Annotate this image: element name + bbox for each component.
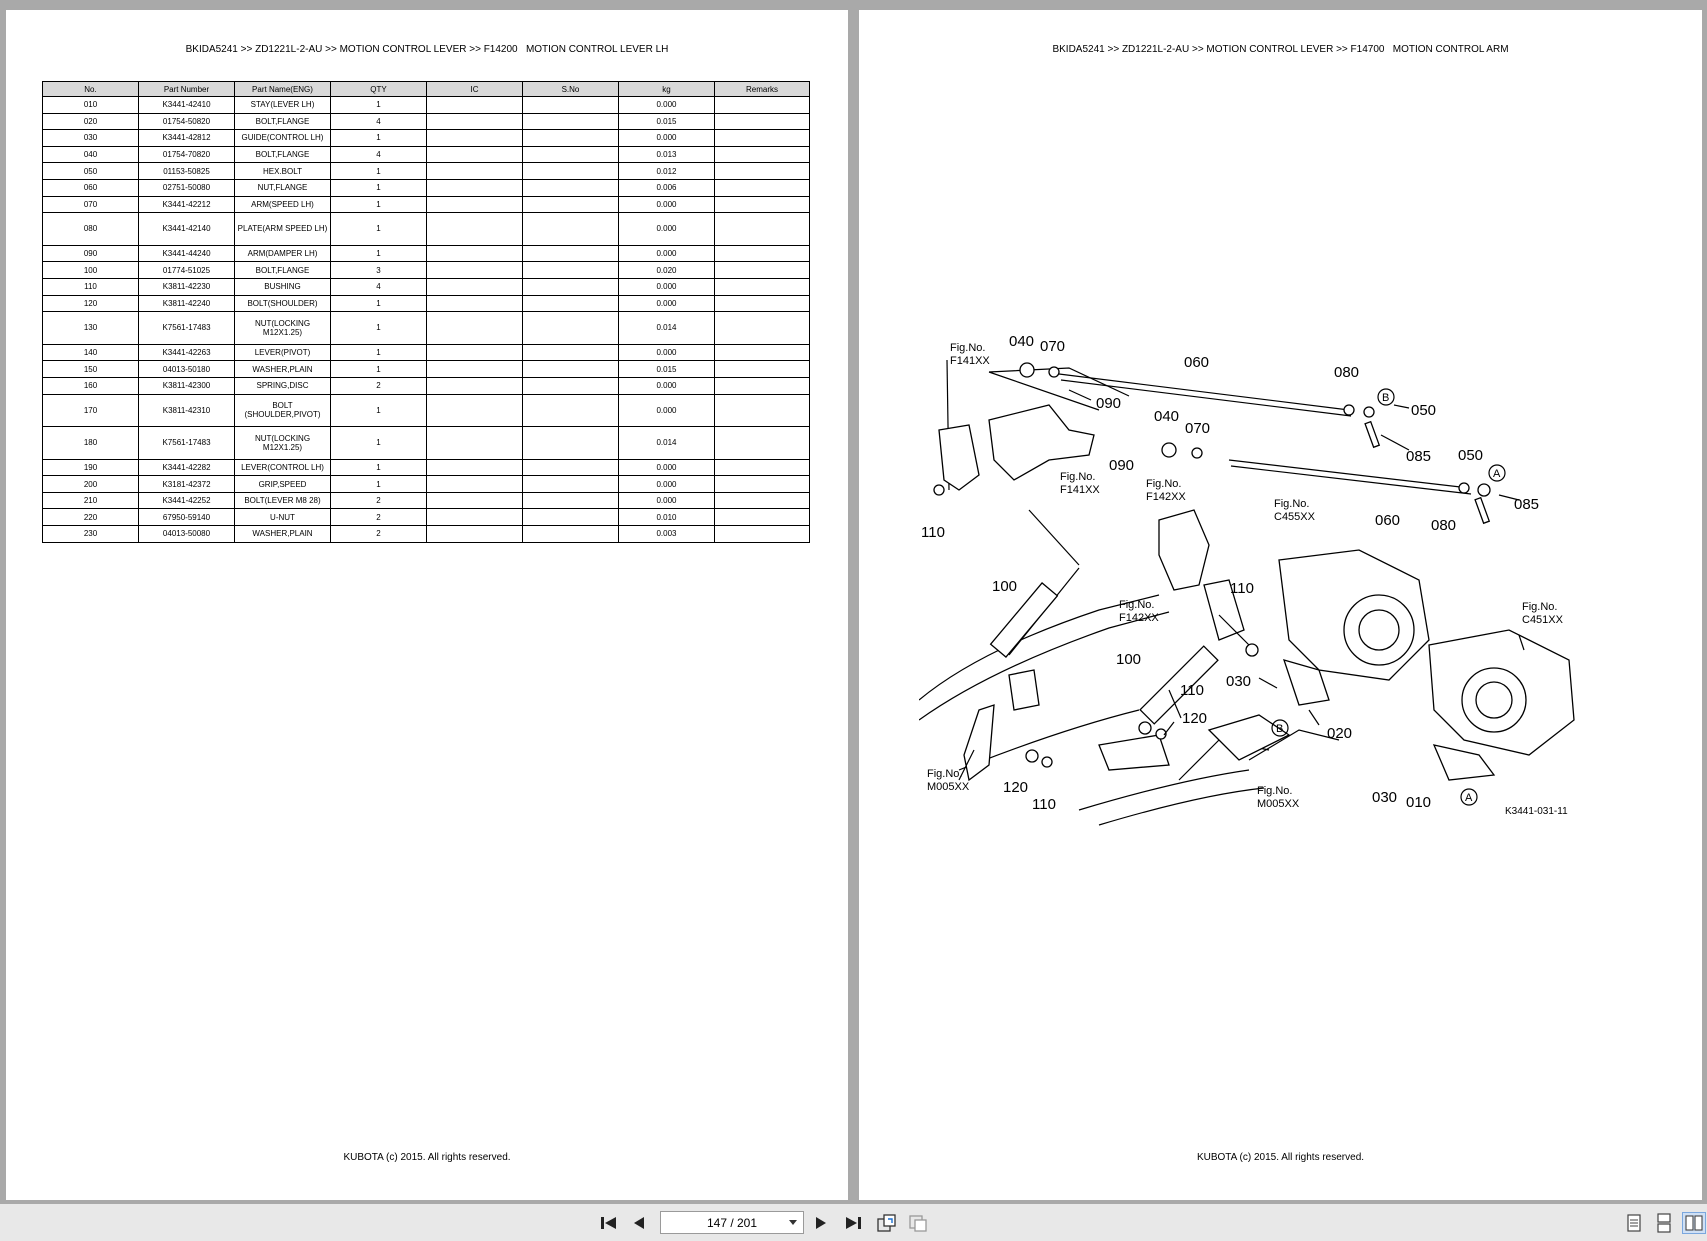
cell-remarks [715,213,810,246]
rotate-icon[interactable] [875,1212,897,1234]
right-breadcrumb: BKIDA5241 >> ZD1221L-2-AU >> MOTION CONTROL LEVER >> F14700 MOTION CONTROL ARM [1052,44,1509,55]
table-row [43,344,810,361]
cell-ic [427,377,523,394]
fig-ref-5-line1: Fig.No. [1119,599,1155,611]
table-row [43,492,810,509]
cell-ic [427,146,523,163]
cell-sno [523,213,619,246]
table-row [43,130,810,147]
cell-no: 220 [43,509,139,526]
left-page [6,10,848,1200]
cell-part-number: K3441-42263 [139,344,235,361]
cell-remarks [715,278,810,295]
table-row [43,97,810,114]
cell-kg: 0.000 [619,295,715,312]
fig-ref-4-line1: Fig.No. [1274,498,1310,510]
fig-ref-6-line1: Fig.No. [1522,601,1558,613]
cell-part-number: 02751-50080 [139,179,235,196]
label-090: 090 [1096,395,1122,412]
cell-qty: 1 [331,97,427,114]
cell-part-number: K3441-42812 [139,130,235,147]
single-page-icon[interactable] [1623,1212,1645,1234]
parts-table [42,81,810,543]
cell-qty: 1 [331,196,427,213]
cell-part-name: SPRING,DISC [235,377,331,394]
cell-kg: 0.012 [619,163,715,180]
table-row [43,459,810,476]
page-indicator: 147 / 201 [706,1215,758,1230]
cell-qty: 2 [331,492,427,509]
cell-ic [427,130,523,147]
cell-part-number: K3441-42410 [139,97,235,114]
fig-ref-1-line2: F141XX [950,355,990,367]
first-page-icon[interactable] [598,1212,620,1234]
table-row [43,179,810,196]
cell-sno [523,526,619,543]
label-090b: 090 [1109,457,1135,474]
cell-remarks [715,492,810,509]
cell-qty: 1 [331,295,427,312]
cell-sno [523,146,619,163]
cell-ic [427,113,523,130]
cell-sno [523,163,619,180]
cell-ic [427,361,523,378]
cell-part-number: 01754-50820 [139,113,235,130]
cell-qty: 2 [331,526,427,543]
cell-part-number: 01153-50825 [139,163,235,180]
cell-kg: 0.000 [619,97,715,114]
cell-kg: 0.000 [619,344,715,361]
cell-remarks [715,163,810,180]
cell-no: 160 [43,377,139,394]
cell-ic [427,196,523,213]
table-row [43,476,810,493]
transmission-units [1279,550,1574,755]
header-part-number: Part Number [139,82,235,97]
cell-kg: 0.000 [619,245,715,262]
cell-kg: 0.015 [619,113,715,130]
cell-remarks [715,196,810,213]
cell-ic [427,179,523,196]
label-060b: 060 [1375,512,1401,529]
cell-remarks [715,459,810,476]
table-row [43,377,810,394]
cell-remarks [715,526,810,543]
table-row [43,163,810,180]
cell-sno [523,427,619,460]
cell-no: 200 [43,476,139,493]
cell-ic [427,427,523,460]
cell-remarks [715,245,810,262]
cell-remarks [715,130,810,147]
cell-sno [523,262,619,279]
cell-sno [523,179,619,196]
cell-part-name: LEVER(CONTROL LH) [235,459,331,476]
cell-kg: 0.000 [619,476,715,493]
fig-ref-6-line2: C451XX [1522,614,1563,626]
cell-sno [523,278,619,295]
cell-qty: 4 [331,278,427,295]
fig-ref-3-line1: Fig.No. [1146,478,1182,490]
cell-qty: 3 [331,262,427,279]
label-100b: 100 [1116,651,1142,668]
cell-part-name: ARM(SPEED LH) [235,196,331,213]
label-050b: 050 [1458,447,1484,464]
label-120b: 120 [1003,779,1029,796]
table-row [43,262,810,279]
left-footer: KUBOTA (c) 2015. All rights reserved. [343,1152,511,1163]
cell-sno [523,361,619,378]
cell-qty: 1 [331,312,427,345]
cell-ic [427,295,523,312]
cell-ic [427,312,523,345]
chevron-down-icon[interactable] [789,1220,797,1225]
header-sno: S.No [523,82,619,97]
continuous-page-icon[interactable] [1653,1212,1675,1234]
cell-part-name: BOLT (SHOULDER,PIVOT) [235,394,331,427]
cell-ic [427,526,523,543]
cell-remarks [715,427,810,460]
cell-part-number: K3441-42252 [139,492,235,509]
previous-page-icon[interactable] [628,1212,650,1234]
cell-remarks [715,312,810,345]
cell-qty: 1 [331,427,427,460]
cell-no: 210 [43,492,139,509]
label-040: 040 [1009,333,1035,350]
cell-qty: 4 [331,113,427,130]
cell-part-name: U-NUT [235,509,331,526]
cell-kg: 0.014 [619,427,715,460]
right-footer: KUBOTA (c) 2015. All rights reserved. [1196,1152,1365,1163]
cell-ic [427,509,523,526]
cell-part-name: GRIP,SPEED [235,476,331,493]
fig-ref-8-line1: Fig.No. [1257,785,1293,797]
cell-remarks [715,295,810,312]
cell-ic [427,492,523,509]
cell-qty: 1 [331,394,427,427]
cell-sno [523,312,619,345]
parts-table-body [43,97,810,543]
cell-no: 060 [43,179,139,196]
cell-no: 230 [43,526,139,543]
cell-part-name: BOLT(LEVER M8 28) [235,492,331,509]
cell-part-name: STAY(LEVER LH) [235,97,331,114]
cell-sno [523,130,619,147]
table-row [43,278,810,295]
cell-kg: 0.006 [619,179,715,196]
cell-part-number: K3441-42282 [139,459,235,476]
cell-sno [523,295,619,312]
cell-ic [427,97,523,114]
cell-remarks [715,179,810,196]
cell-kg: 0.003 [619,526,715,543]
cell-kg: 0.000 [619,196,715,213]
cell-no: 110 [43,278,139,295]
table-row [43,509,810,526]
fig-ref-4-line2: C455XX [1274,511,1315,523]
cell-ic [427,459,523,476]
table-row [43,213,810,246]
table-row [43,526,810,543]
right-page [859,10,1702,1200]
cell-part-name: WASHER,PLAIN [235,361,331,378]
cell-kg: 0.000 [619,377,715,394]
cell-no: 150 [43,361,139,378]
table-row [43,361,810,378]
cell-part-name: HEX.BOLT [235,163,331,180]
cell-no: 130 [43,312,139,345]
callout-a2: A [1465,792,1473,804]
cell-part-name: BUSHING [235,278,331,295]
header-qty: QTY [331,82,427,97]
cell-ic [427,245,523,262]
table-row [43,312,810,345]
cell-qty: 4 [331,146,427,163]
cell-part-number: K3441-42140 [139,213,235,246]
cell-part-name: NUT,FLANGE [235,179,331,196]
fig-ref-5-line2: F142XX [1119,612,1159,624]
cell-sno [523,492,619,509]
cell-part-name: GUIDE(CONTROL LH) [235,130,331,147]
cell-sno [523,245,619,262]
cell-kg: 0.013 [619,146,715,163]
cell-sno [523,459,619,476]
label-040b: 040 [1154,408,1180,425]
callout-b: B [1382,392,1390,404]
cell-part-name: BOLT(SHOULDER) [235,295,331,312]
cell-qty: 1 [331,163,427,180]
cell-qty: 1 [331,179,427,196]
cell-remarks [715,394,810,427]
cell-part-number: K3811-42310 [139,394,235,427]
cell-part-name: PLATE(ARM SPEED LH) [235,213,331,246]
cell-sno [523,509,619,526]
cell-qty: 1 [331,245,427,262]
cell-kg: 0.000 [619,130,715,147]
cell-kg: 0.000 [619,492,715,509]
cell-sno [523,97,619,114]
cell-part-number: K3811-42300 [139,377,235,394]
cell-part-name: NUT(LOCKING M12X1.25) [235,427,331,460]
label-080: 080 [1334,364,1360,381]
cell-no: 070 [43,196,139,213]
table-row [43,196,810,213]
header-remarks: Remarks [715,82,810,97]
header-no: No. [43,82,139,97]
table-row [43,146,810,163]
label-085: 085 [1406,448,1432,465]
exploded-parts-diagram [919,310,1679,840]
page-number-input[interactable] [660,1211,804,1234]
cell-part-number: K3811-42230 [139,278,235,295]
cell-kg: 0.015 [619,361,715,378]
cell-part-number: 01754-70820 [139,146,235,163]
table-row [43,295,810,312]
cell-ic [427,344,523,361]
cell-sno [523,344,619,361]
left-breadcrumb: BKIDA5241 >> ZD1221L-2-AU >> MOTION CONTROL LEVER >> F14200 MOTION CONTROL LEVER LH [185,44,669,55]
label-085b: 085 [1514,496,1540,513]
fig-ref-3-line2: F142XX [1146,491,1186,503]
cell-kg: 0.000 [619,459,715,476]
label-010: 010 [1406,794,1432,811]
cell-qty: 1 [331,130,427,147]
cell-ic [427,476,523,493]
cell-part-name: ARM(DAMPER LH) [235,245,331,262]
cell-sno [523,196,619,213]
cell-kg: 0.014 [619,312,715,345]
cell-part-number: 04013-50080 [139,526,235,543]
cell-qty: 1 [331,361,427,378]
cell-no: 100 [43,262,139,279]
cell-ic [427,163,523,180]
cell-part-number: K3441-42212 [139,196,235,213]
cell-remarks [715,97,810,114]
cell-no: 090 [43,245,139,262]
cell-no: 080 [43,213,139,246]
cell-qty: 1 [331,476,427,493]
fig-ref-1-line1: Fig.No. [950,342,986,354]
table-row [43,113,810,130]
cell-kg: 0.010 [619,509,715,526]
cell-sno [523,476,619,493]
cell-sno [523,113,619,130]
cell-no: 040 [43,146,139,163]
cell-sno [523,394,619,427]
drawing-id: K3441-031-11 [1505,806,1568,817]
cell-part-number: K3811-42240 [139,295,235,312]
cell-part-number: 67950-59140 [139,509,235,526]
label-110c: 110 [1180,682,1204,699]
cell-ic [427,394,523,427]
cell-part-name: WASHER,PLAIN [235,526,331,543]
cell-no: 180 [43,427,139,460]
label-110d: 110 [1032,796,1056,813]
cell-part-number: K3181-42372 [139,476,235,493]
label-080b: 080 [1431,517,1457,534]
label-060: 060 [1184,354,1210,371]
header-kg: kg [619,82,715,97]
cell-part-name: NUT(LOCKING M12X1.25) [235,312,331,345]
two-page-icon[interactable] [1682,1212,1706,1234]
callout-a: A [1493,468,1501,480]
cell-part-number: 01774-51025 [139,262,235,279]
cell-part-name: BOLT,FLANGE [235,113,331,130]
copy-icon[interactable] [907,1212,929,1234]
cell-qty: 2 [331,509,427,526]
cell-remarks [715,113,810,130]
cell-remarks [715,377,810,394]
cell-part-number: K7561-17483 [139,312,235,345]
cell-kg: 0.000 [619,278,715,295]
cell-no: 020 [43,113,139,130]
cell-no: 170 [43,394,139,427]
cell-ic [427,262,523,279]
cell-qty: 2 [331,377,427,394]
cell-part-number: K3441-44240 [139,245,235,262]
cell-part-name: BOLT,FLANGE [235,146,331,163]
cell-qty: 1 [331,344,427,361]
cell-remarks [715,262,810,279]
fig-ref-7-line1: Fig.No. [927,768,963,780]
label-120: 120 [1182,710,1208,727]
cell-part-name: BOLT,FLANGE [235,262,331,279]
cell-no: 010 [43,97,139,114]
cell-sno [523,377,619,394]
fig-ref-7-line2: M005XX [927,781,970,793]
cell-ic [427,213,523,246]
fig-ref-2-line2: F141XX [1060,484,1100,496]
table-row [43,427,810,460]
table-row [43,394,810,427]
cell-no: 030 [43,130,139,147]
label-030: 030 [1226,673,1252,690]
cell-remarks [715,361,810,378]
cell-remarks [715,476,810,493]
fig-ref-2-line1: Fig.No. [1060,471,1096,483]
table-header-row [43,82,810,97]
label-100: 100 [992,578,1018,595]
label-070b: 070 [1185,420,1211,437]
header-part-name: Part Name(ENG) [235,82,331,97]
label-110b: 110 [1230,580,1254,597]
callout-b2: B [1276,723,1284,735]
last-page-icon[interactable] [842,1212,864,1234]
cell-remarks [715,509,810,526]
label-030b: 030 [1372,789,1398,806]
cell-part-number: 04013-50180 [139,361,235,378]
label-020: 020 [1327,725,1353,742]
fig-ref-8-line2: M005XX [1257,798,1300,810]
next-page-icon[interactable] [810,1212,832,1234]
cell-part-number: K7561-17483 [139,427,235,460]
cell-kg: 0.000 [619,213,715,246]
cell-qty: 1 [331,459,427,476]
cell-remarks [715,146,810,163]
viewer-toolbar [0,1204,1707,1241]
label-070: 070 [1040,338,1066,355]
cell-no: 120 [43,295,139,312]
cell-no: 050 [43,163,139,180]
table-row [43,245,810,262]
label-110: 110 [921,524,945,541]
cell-qty: 1 [331,213,427,246]
label-050: 050 [1411,402,1437,419]
cell-no: 190 [43,459,139,476]
cell-kg: 0.020 [619,262,715,279]
cell-ic [427,278,523,295]
cell-no: 140 [43,344,139,361]
cell-remarks [715,344,810,361]
cell-part-name: LEVER(PIVOT) [235,344,331,361]
cell-kg: 0.000 [619,394,715,427]
header-ic: IC [427,82,523,97]
